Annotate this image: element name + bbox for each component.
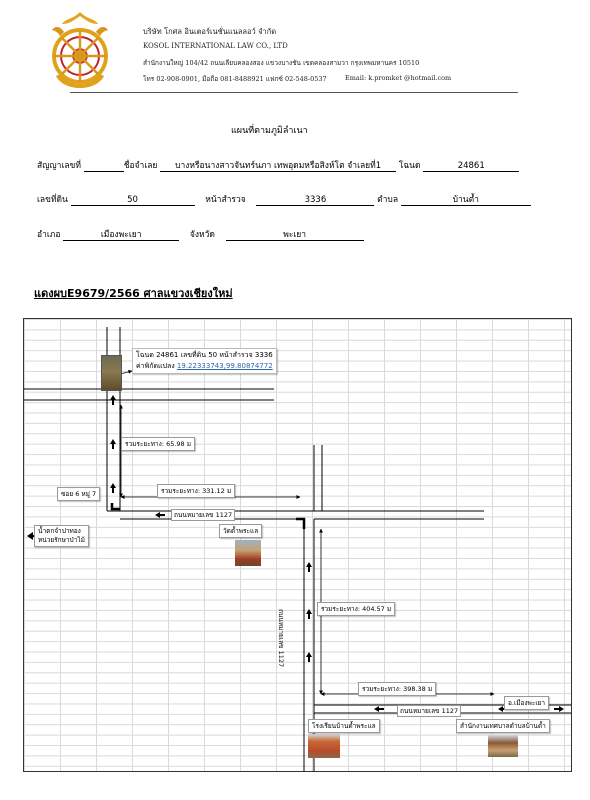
subdistrict-value: บ้านต้ำ <box>401 195 531 206</box>
direction-arrow-right-1 <box>554 706 564 712</box>
road-network <box>24 327 571 771</box>
direction-arrow-up-6 <box>306 652 312 662</box>
direction-arrow-up-4 <box>306 562 312 572</box>
direction-arrow-up-2 <box>110 439 116 449</box>
plot-photo <box>101 355 122 391</box>
case-number: แดงผบE9679/2566 ศาลแขวงเชียงใหม่ <box>34 287 233 300</box>
company-phone: โทร 02-908-0901, มือถือ 081-8488921 แฟกซ์ 02-548-0537 <box>143 75 327 83</box>
company-address: สำนักงานใหญ่ 104/42 ถนนเลียบคลองสอง แขวงบางชัน เขตคลองสามวา กรุงเทพมหานคร 10510 <box>143 59 420 67</box>
deed-value: 24861 <box>423 161 519 172</box>
land-number-label: เลขที่ดิน <box>37 195 68 205</box>
survey-label: หน้าสำรวจ <box>205 195 246 205</box>
waterfall-label <box>34 525 89 547</box>
distance-label-3: รวมระยะทาง: 404.57 ม <box>317 602 395 616</box>
distance-label-1: รวมระยะทาง: 65.98 ม <box>121 437 195 451</box>
deed-label: โฉนด <box>398 161 421 171</box>
header-divider <box>70 92 518 93</box>
district-direction-label: อ.เมืองพะเยา <box>504 696 549 710</box>
waterfall-label-line1: น้ำตกจำปาทอง <box>38 527 81 535</box>
waterfall-label-line2: หน่วยรักษาป่าไม้ <box>38 536 85 544</box>
defendant-value: บางหรือนางสาวจันทร์นภา เทพอุดมหรือสิงห์โต จำเลยที่1 <box>160 161 396 172</box>
road-label-horizontal-2: ถนนหมายเลข 1127 <box>397 705 461 717</box>
direction-arrow-up-5 <box>306 609 312 619</box>
company-logo <box>42 10 118 90</box>
direction-arrow-left-1 <box>155 512 165 518</box>
province-label: จังหวัด <box>189 230 215 240</box>
temple-photo <box>235 540 261 566</box>
company-name-english: KOSOL INTERNATIONAL LAW CO., LTD <box>143 42 288 50</box>
defendant-label: ชื่อจำเลย <box>123 161 158 171</box>
direction-arrow-left-2 <box>374 706 384 712</box>
soi-label: ซอย 6 หมู่ 7 <box>57 487 100 501</box>
form-row-land <box>37 192 531 206</box>
survey-value: 3336 <box>256 195 374 206</box>
school-label: โรงเรียนบ้านต้ำพระแล <box>308 719 380 733</box>
plot-info-box <box>132 348 277 374</box>
school-photo <box>308 734 340 758</box>
land-number-value: 50 <box>71 195 195 206</box>
temple-label: วัดต้ำพระแล <box>219 524 262 538</box>
plot-title: โฉนด 24861 เลขที่ดิน 50 หน้าสำรวจ 3336 <box>136 351 273 359</box>
office-photo <box>488 735 518 757</box>
coord-link[interactable]: 19.22333743,99.80874772 <box>176 362 273 370</box>
contract-label: สัญญาเลขที่ <box>37 161 81 171</box>
coord-label: ค่าพิกัดแปลง <box>136 362 175 370</box>
form-row-contract <box>37 158 519 172</box>
distance-label-4: รวมระยะทาง: 398.38 ม <box>358 682 436 696</box>
direction-arrow-up-3 <box>110 483 116 493</box>
location-map <box>23 318 572 772</box>
company-email: Email: k.promket @hotmail.com <box>345 74 452 82</box>
direction-arrow-up-1 <box>110 395 116 405</box>
form-row-district <box>37 227 364 241</box>
document-title: แผนที่ตามภูมิลำเนา <box>231 126 308 136</box>
road-label-vertical: ถนนหมายเลข 1127 <box>277 609 285 668</box>
office-label: สำนักงานเทศบาลตำบลบ้านต้ำ <box>456 719 550 733</box>
contract-value <box>84 161 124 172</box>
company-name-thai: บริษัท โกศล อินเตอร์เนชั่นแนลลอว์ จำกัด <box>143 27 277 36</box>
district-label: อำเภอ <box>37 230 61 240</box>
road-label-horizontal-1: ถนนหมายเลข 1127 <box>171 509 235 521</box>
plot-coordinates <box>136 361 273 372</box>
subdistrict-label: ตำบล <box>377 195 399 205</box>
distance-label-2: รวมระยะทาง: 331.12 ม <box>157 484 235 498</box>
district-value: เมืองพะเยา <box>63 230 179 241</box>
province-value: พะเยา <box>226 230 364 241</box>
